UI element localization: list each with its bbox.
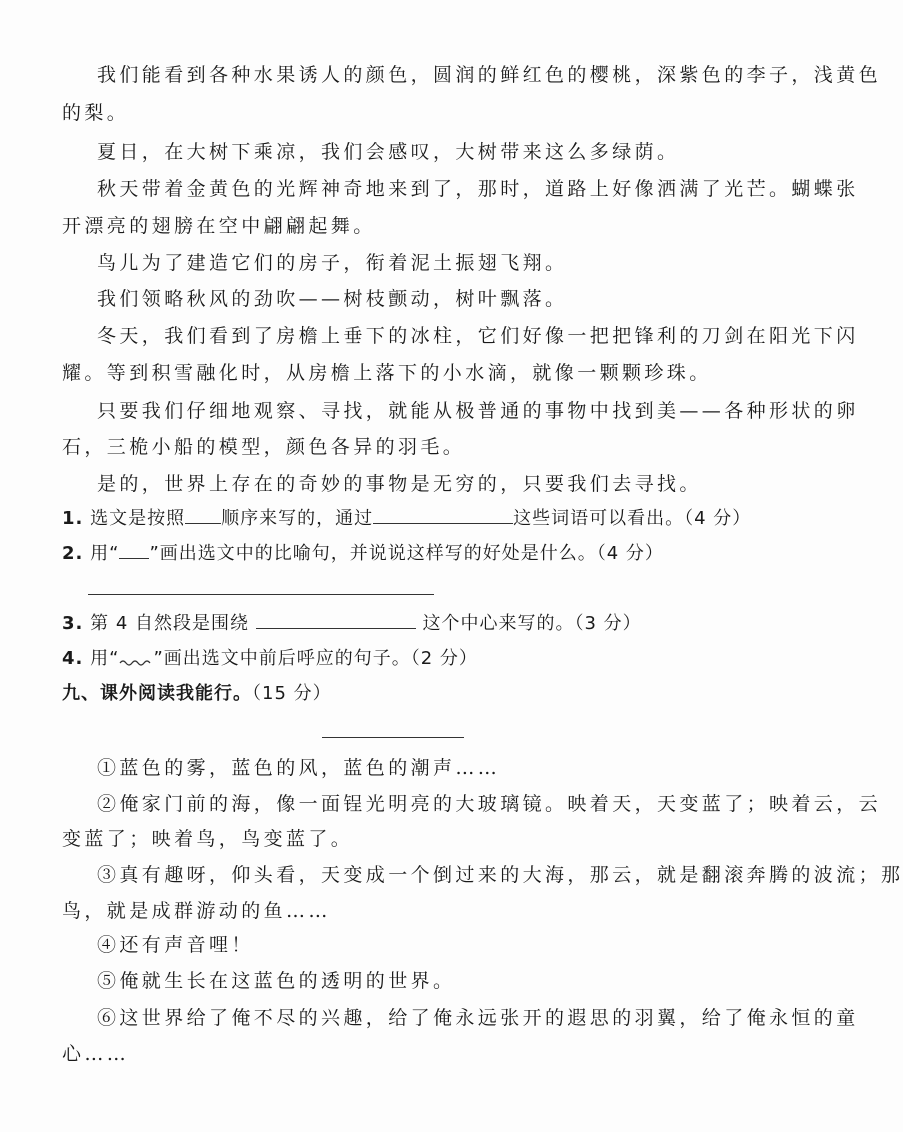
question-1-blank-words[interactable] [373, 505, 513, 524]
question-4 [62, 646, 478, 672]
passage1-line-10: 只要我们仔细地观察、寻找，就能从极普通的事物中找到美——各种形状的卵 [97, 400, 859, 422]
passage2-line-3: 变蓝了；映着鸟，鸟变蓝了。 [62, 828, 354, 850]
straight-underline-mark [119, 540, 149, 559]
passage1-line-12: 是的，世界上存在的奇妙的事物是无穷的，只要我们去寻找。 [97, 473, 702, 495]
passage2-line-9: 心…… [62, 1043, 130, 1065]
passage1-line-4: 秋天带着金黄色的光辉神奇地来到了，那时，道路上好像洒满了光芒。蝴蝶张 [97, 178, 859, 200]
passage1-line-6: 鸟儿为了建造它们的房子，衔着泥土振翅飞翔。 [97, 252, 568, 274]
question-1-text-a: 选文是按照 [90, 508, 186, 529]
passage2-line-4: ③真有趣呀，仰头看，天变成一个倒过来的大海，那云，就是翻滚奔腾的波流；那 [97, 864, 903, 886]
passage1-line-3: 夏日，在大树下乘凉，我们会感叹，大树带来这么多绿荫。 [97, 141, 680, 163]
question-3-blank[interactable] [256, 610, 416, 629]
section-9-title: 九、课外阅读我能行。 [62, 683, 252, 704]
passage2-line-1: ①蓝色的雾，蓝色的风，蓝色的潮声…… [97, 757, 501, 779]
passage1-line-2: 的梨。 [62, 102, 130, 124]
question-3 [62, 610, 642, 637]
question-4-text-b: ”画出选文中前后呼应的句子。（2 分） [153, 648, 478, 669]
passage2-line-5: 鸟，就是成群游动的鱼…… [62, 900, 331, 922]
passage2-line-2: ②俺家门前的海，像一面锃光明亮的大玻璃镜。映着天，天变蓝了；映着云，云 [97, 793, 882, 815]
section-9-points: （15 分） [252, 683, 332, 704]
question-2-number: 2. [62, 543, 84, 564]
question-1-text-b: 顺序来写的，通过 [221, 508, 374, 529]
passage2-line-6: ④还有声音哩！ [97, 934, 254, 956]
question-2 [62, 540, 664, 567]
question-4-number: 4. [62, 648, 84, 669]
question-2-text-a: 用“ [90, 543, 120, 564]
question-1 [62, 505, 751, 532]
question-1-number: 1. [62, 508, 84, 529]
passage2-line-7: ⑤俺就生长在这蓝色的透明的世界。 [97, 970, 456, 992]
question-1-blank-order[interactable] [185, 505, 221, 524]
question-3-number: 3. [62, 613, 84, 634]
passage1-line-9: 耀。等到积雪融化时，从房檐上落下的小水滴，就像一颗颗珍珠。 [62, 362, 712, 384]
passage1-line-1: 我们能看到各种水果诱人的颜色，圆润的鲜红色的樱桃，深紫色的李子，浅黄色 [97, 64, 882, 86]
passage-2-title-blank[interactable] [322, 737, 464, 738]
question-4-text-a: 用“ [90, 648, 120, 669]
passage1-line-5: 开漂亮的翅膀在空中翩翩起舞。 [62, 215, 376, 237]
question-1-text-c: 这些词语可以看出。（4 分） [513, 508, 752, 529]
section-9-heading [62, 681, 332, 707]
wavy-underline-mark [119, 658, 153, 668]
passage1-line-8: 冬天，我们看到了房檐上垂下的冰柱，它们好像一把把锋利的刀剑在阳光下闪 [97, 325, 859, 347]
passage1-line-7: 我们领略秋风的劲吹——树枝颤动，树叶飘落。 [97, 288, 568, 310]
question-2-answer-line[interactable] [88, 594, 434, 595]
passage1-line-11: 石，三桅小船的模型，颜色各异的羽毛。 [62, 436, 466, 458]
passage2-line-8: ⑥这世界给了俺不尽的兴趣，给了俺永远张开的遐思的羽翼，给了俺永恒的童 [97, 1007, 859, 1029]
question-3-text-a: 第 4 自然段是围绕 [90, 613, 250, 634]
question-2-text-b: ”画出选文中的比喻句，并说说这样写的好处是什么。（4 分） [149, 543, 664, 564]
question-3-text-b: 这个中心来写的。（3 分） [422, 613, 642, 634]
